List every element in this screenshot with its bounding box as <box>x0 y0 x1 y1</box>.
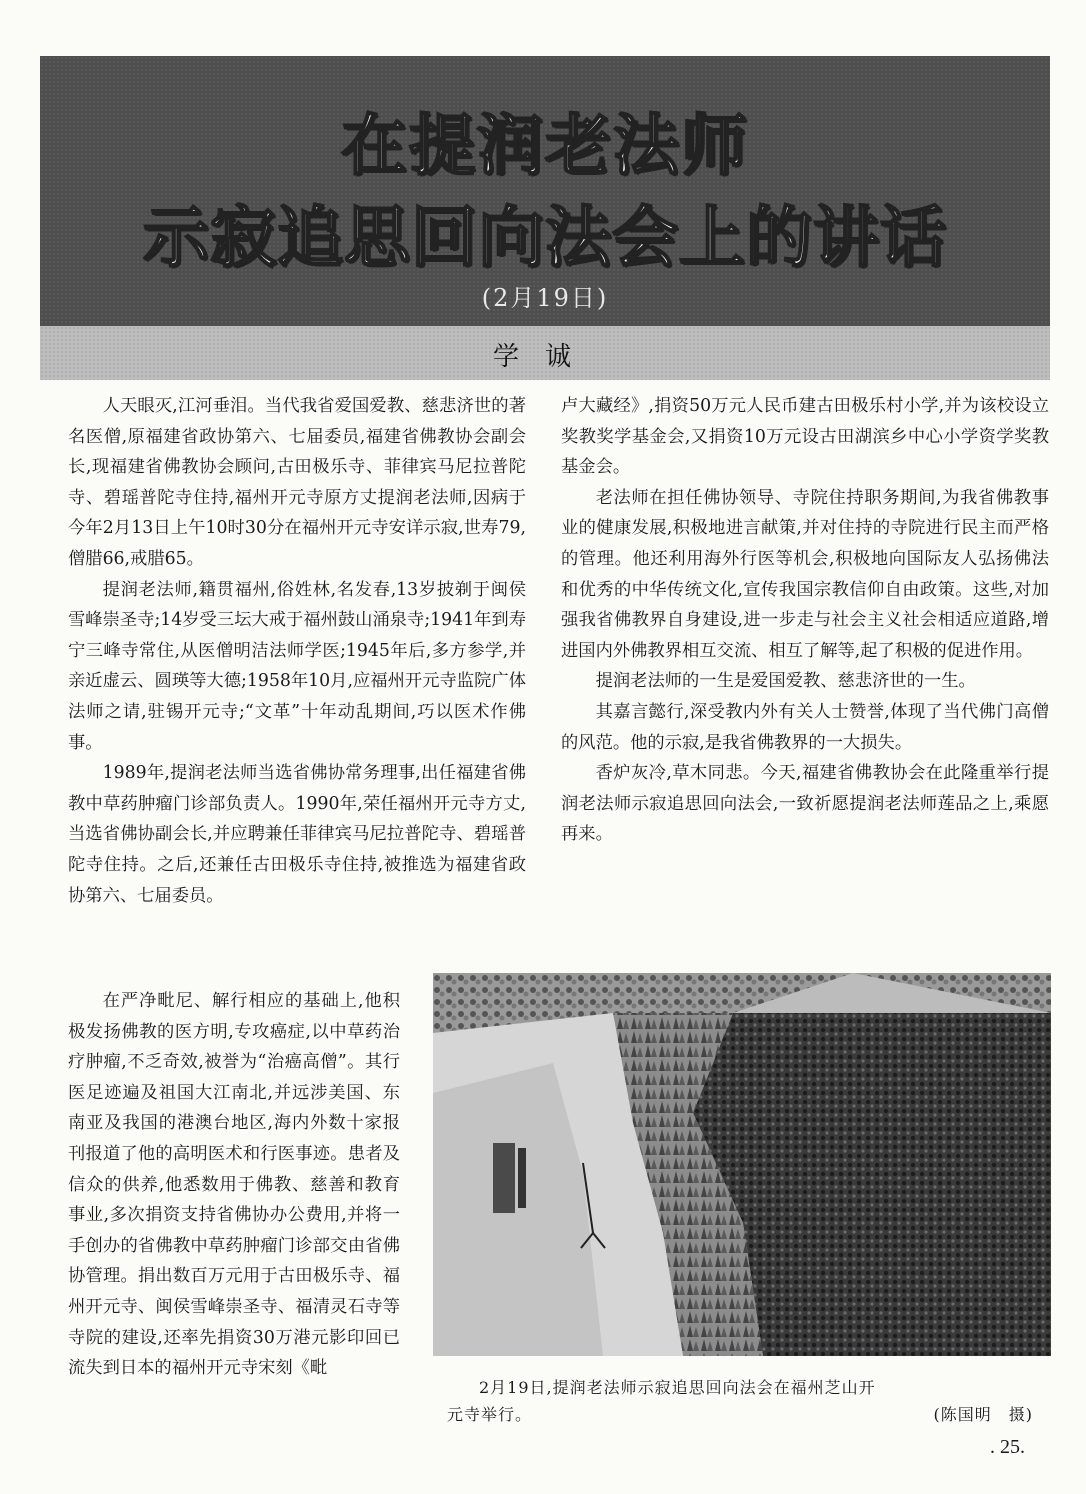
paragraph: 其嘉言懿行,深受教内外有关人士赞誉,体现了当代佛门高僧的风范。他的示寂,是我省佛教界的一大损失。 <box>561 701 1049 753</box>
title-line-1: 在提润老法师 <box>341 107 749 184</box>
paragraph: 提润老法师,籍贯福州,俗姓林,名发春,13岁披剃于闽侯雪峰崇圣寺;14岁受三坛大戒于福州鼓山涌泉寺;1941年到寿宁三峰寺常住,从医僧明洁法师学医;1945年后,多方参学,并亲近虚云、圆瑛等大德;1958年10月,应福州开元寺监院广体法师之请,驻锡开元寺;“文革”十年动乱期间,巧以医术作佛事。 <box>68 579 526 753</box>
right-column <box>561 391 1049 850</box>
left-column <box>68 391 526 911</box>
author-bar <box>40 326 1050 380</box>
title-banner <box>40 56 1050 326</box>
author-name: 学诚 <box>492 342 597 372</box>
caption-line-1: 2月19日,提润老法师示寂追思回向法会在福州芝山开 <box>479 1378 876 1397</box>
paragraph: 香炉灰冷,草木同悲。今天,福建省佛教协会在此隆重举行提润老法师示寂追思回向法会,一致祈愿提润老法师莲品之上,乘愿再来。 <box>561 763 1049 845</box>
caption-line-2: 元寺举行。 <box>447 1405 533 1424</box>
paragraph: 卢大藏经》,捐资50万元人民币建古田极乐村小学,并为该校设立奖教奖学基金会,又捐资10万元设古田湖滨乡中心小学资学奖教基金会。 <box>561 396 1049 478</box>
paragraph: 1989年,提润老法师当选省佛协常务理事,出任福建省佛教中草药肿瘤门诊部负责人。1990年,荣任福州开元寺方丈,当选省佛协副会长,并应聘兼任菲律宾马尼拉普陀寺、碧瑶普陀寺住持。之后,还兼任古田极乐寺住持,被推选为福建省政协第六、七届委员。 <box>68 763 526 906</box>
page-number: . 25. <box>990 1436 1025 1458</box>
paragraph: 提润老法师的一生是爱国爱教、慈悲济世的一生。 <box>595 671 976 692</box>
ceremony-photo-image <box>433 973 1051 1356</box>
paragraph: 人天眼灭,江河垂泪。当代我省爱国爱教、慈悲济世的著名医僧,原福建省政协第六、七届委员,福建省佛教协会副会长,现福建省佛教协会顾问,古田极乐寺、菲律宾马尼拉普陀寺、碧瑶普陀寺住持,福州开元寺原方丈提润老法师,因病于今年2月13日上午10时30分在福州开元寺安详示寂,世寿79,僧腊66,戒腊65。 <box>68 396 526 569</box>
ceremony-photo <box>433 973 1051 1356</box>
paragraph: 老法师在担任佛协领导、寺院住持职务期间,为我省佛教事业的健康发展,积极地进言献策,并对住持的寺院进行民主而严格的管理。他还利用海外行医等机会,积极地向国际友人弘扬佛法和优秀的中华传统文化,宣传我国宗教信仰自由政策。这些,对加强我省佛教界自身建设,进一步走与社会主义社会相适应道路,增进国内外佛教界相互交流、相互了解等,起了积极的促进作用。 <box>561 487 1049 661</box>
speech-date: (2月19日) <box>481 284 609 312</box>
title-line-2: 示寂追思回向法会上的讲话 <box>143 199 947 276</box>
photo-caption <box>447 1374 1033 1428</box>
photo-credit: (陈国明 摄) <box>933 1405 1033 1424</box>
paragraph: 在严净毗尼、解行相应的基础上,他积极发扬佛教的医方明,专攻癌症,以中草药治疗肿瘤,不乏奇效,被誉为“治癌高僧”。其行医足迹遍及祖国大江南北,并远涉美国、东南亚及我国的港澳台地区,海内外数十家报刊报道了他的高明医术和行医事迹。患者及信众的供养,他悉数用于佛教、慈善和教育事业,多次捐资支持省佛协办公费用,并将一手创办的省佛教中草药肿瘤门诊部交由省佛协管理。捐出数百万元用于古田极乐寺、福州开元寺、闽侯雪峰崇圣寺、福清灵石寺等寺院的建设,还率先捐资30万港元影印回已流失到日本的福州开元寺宋刻《毗 <box>68 991 400 1379</box>
left-column-lower <box>68 986 400 1384</box>
